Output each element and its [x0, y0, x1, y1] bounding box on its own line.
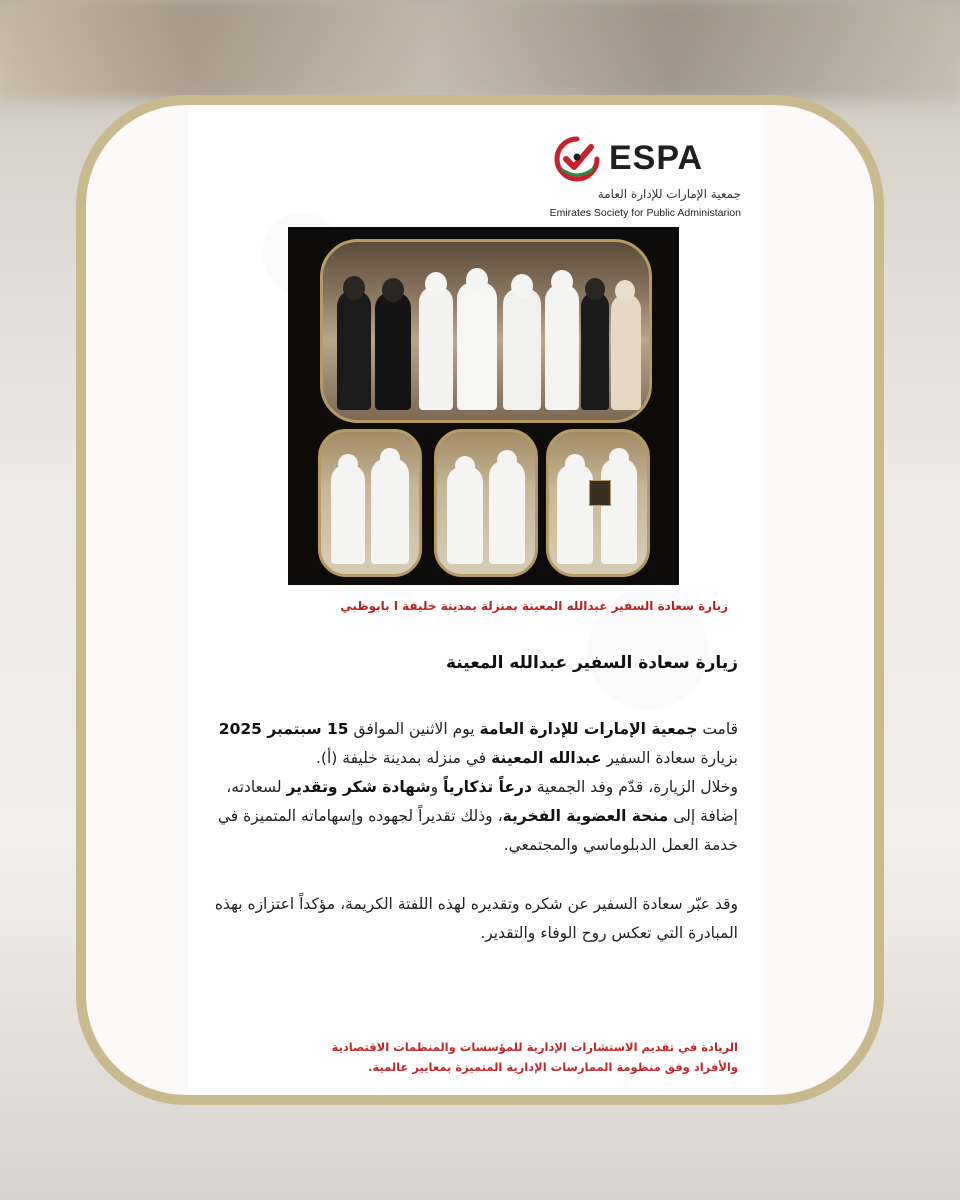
- logo-english-name: Emirates Society for Public Administarion: [549, 207, 741, 219]
- photo-collage: [288, 227, 679, 585]
- group-photo: [320, 239, 652, 423]
- photo-bottom-middle: [434, 429, 538, 577]
- article-body: [208, 715, 738, 948]
- paragraph-1: قامت جمعية الإمارات للإدارة العامة يوم الاثنين الموافق 15 سبتمبر 2025 بزيارة سعادة السفير عبدالله المعينة في منزله بمدينة خليفة (أ).: [218, 720, 738, 767]
- espa-logo-icon: [553, 135, 601, 183]
- logo-text: ESPA: [609, 139, 704, 177]
- espa-logo: [501, 127, 741, 222]
- photo-bottom-right: [546, 429, 650, 577]
- footer-line-1: الريادة في تقديم الاستشارات الإدارية للمؤسسات والمنظمات الاقتصادية: [331, 1040, 738, 1054]
- announcement-card: [188, 105, 763, 1095]
- article-headline: زيارة سعادة السفير عبدالله المعينة: [446, 653, 738, 673]
- photo-bottom-left: [318, 429, 422, 577]
- background-blur: [0, 0, 960, 100]
- logo-arabic-name: جمعية الإمارات للإدارة العامة: [597, 187, 741, 201]
- footer-line-2: والأفراد وفق منظومة الممارسات الإدارية المتميزة بمعايير عالمية.: [368, 1060, 738, 1074]
- footer-slogan: [208, 1037, 738, 1077]
- paragraph-2: وخلال الزيارة، قدّم وفد الجمعية درعاً تذكارياً وشهادة شكر وتقدير لسعادته، إضافة إلى منحة العضوية الفخرية، وذلك تقديراً لجهوده وإسهاماته المتميزة في خدمة العمل الدبلوماسي والمجتمعي.: [217, 778, 738, 854]
- paragraph-3: وقد عبّر سعادة السفير عن شكره وتقديره لهذه اللفتة الكريمة، مؤكداً اعتزازه بهذه المبادرة التي تعكس روح الوفاء والتقدير.: [214, 895, 738, 942]
- photo-caption: زيارة سعادة السفير عبدالله المعينة بمنزلة بمدينة خليفة ا بابوظبي: [340, 599, 728, 613]
